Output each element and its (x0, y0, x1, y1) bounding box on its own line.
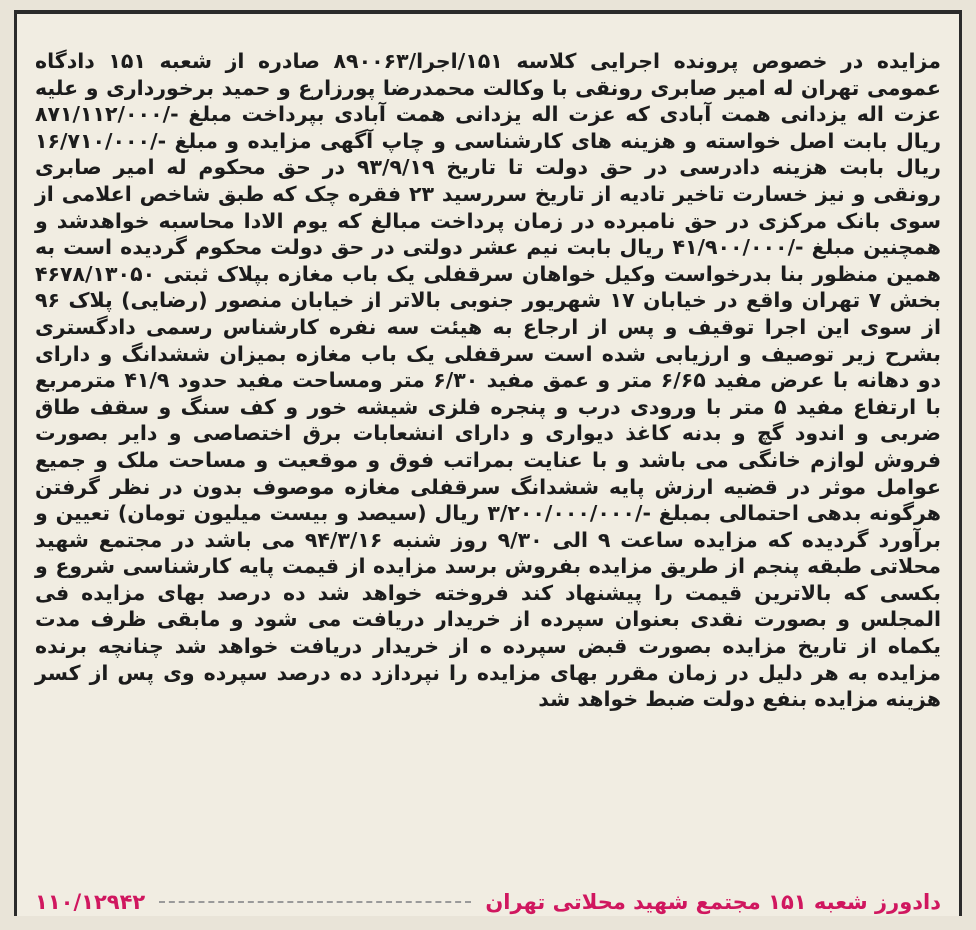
notice-footer (35, 890, 941, 914)
newspaper-clipping (14, 10, 962, 916)
signature-line: دادورز شعبه ۱۵۱ مجتمع شهید محلاتی تهران (485, 890, 941, 914)
auction-notice-body: مزایده در خصوص پرونده اجرایی کلاسه ۱۵۱/اجرا/۸۹۰۰۶۳ صادره از شعبه ۱۵۱ دادگاه عمومی تهران له امیر صابری رونقی با وکالت محمدرضا پورزارع و حمید برخورداری و علیه عزت اله یزدانی همت آبادی که عزت اله یزدانی همت آبادی بپرداخت مبلغ -/۸۷۱/۱۱۲/۰۰۰ ریال بابت اصل خواسته و هزینه های کارشناسی و چاپ آگهی مزایده و مبلغ -/۱۶/۷۱۰/۰۰۰ ریال بابت هزینه دادرسی در حق دولت تا تاریخ ۹۳/۹/۱۹ در حق محکوم له امیر صابری رونقی و نیز خسارت تاخیر تادیه از تاریخ سررسید ۲۳ فقره چک که طبق شاخص اعلامی از سوی بانک مرکزی در حق نامبرده در زمان پرداخت مبالغ که یوم الادا محاسبه خواهدشد و همچنین مبلغ -/۴۱/۹۰۰/۰۰۰ ریال بابت نیم عشر دولتی در حق دولت محکوم گردیده است به همین منظور بنا بدرخواست وکیل خواهان سرقفلی یک باب مغازه بپلاک ثبتی ۴۶۷۸/۱۳۰۵۰ بخش ۷ تهران واقع در خیابان ۱۷ شهریور جنوبی بالاتر از خیابان منصور (رضایی) پلاک ۹۶ از سوی این اجرا توقیف و پس از ارجاع به هیئت سه نفره کارشناس رسمی دادگستری بشرح زیر توصیف و ارزیابی شده است سرقفلی یک باب مغازه بمیزان ششدانگ و دارای دو دهانه با عرض مفید ۶/۶۵ متر و عمق مفید ۶/۳۰ متر ومساحت مفید حدود ۴۱/۹ مترمربع با ارتفاع مفید ۵ متر با ورودی درب و پنجره فلزی شیشه خور و کف سنگ و سقف طاق ضربی و اندود گچ و بدنه کاغذ دیواری و دارای انشعابات برق اختصاصی و دایر بصورت فروش لوازم خانگی می باشد و با عنایت بمراتب فوق و موقعیت و مساحت ملک و جمیع عوامل موثر در قضیه ارزش پایه ششدانگ سرقفلی مغازه موصوف بدون در نظر گرفتن هرگونه بدهی احتمالی بمبلغ -/۳/۲۰۰/۰۰۰/۰۰۰ ریال (سیصد و بیست میلیون تومان) تعیین و برآورد گردیده که مزایده ساعت ۹ الی ۹/۳۰ روز شنبه ۹۴/۳/۱۶ می باشد در مجتمع شهید محلاتی طبقه پنجم از طریق مزایده بفروش برسد مزایده از قیمت پایه کارشناسی شروع و بکسی که بالاترین قیمت را پیشنهاد کند فروخته خواهد شد ده درصد بهای مزایده فی المجلس و بصورت نقدی بعنوان سپرده از خریدار دریافت می شود و مابقی ظرف مدت یکماه از تاریخ مزایده بصورت قبض سپرده ه از خریدار دریافت خواهد شد چنانچه برنده مزایده به هر دلیل در زمان مقرر بهای مزایده را نپردازد ده درصد سپرده وی پس از کسر هزینه مزایده بنفع دولت ضبط خواهد شد (35, 49, 941, 712)
footer-divider (159, 901, 471, 903)
reference-number: ۱۱۰/۱۲۹۴۲ (35, 890, 146, 914)
top-border-rule (17, 10, 959, 14)
